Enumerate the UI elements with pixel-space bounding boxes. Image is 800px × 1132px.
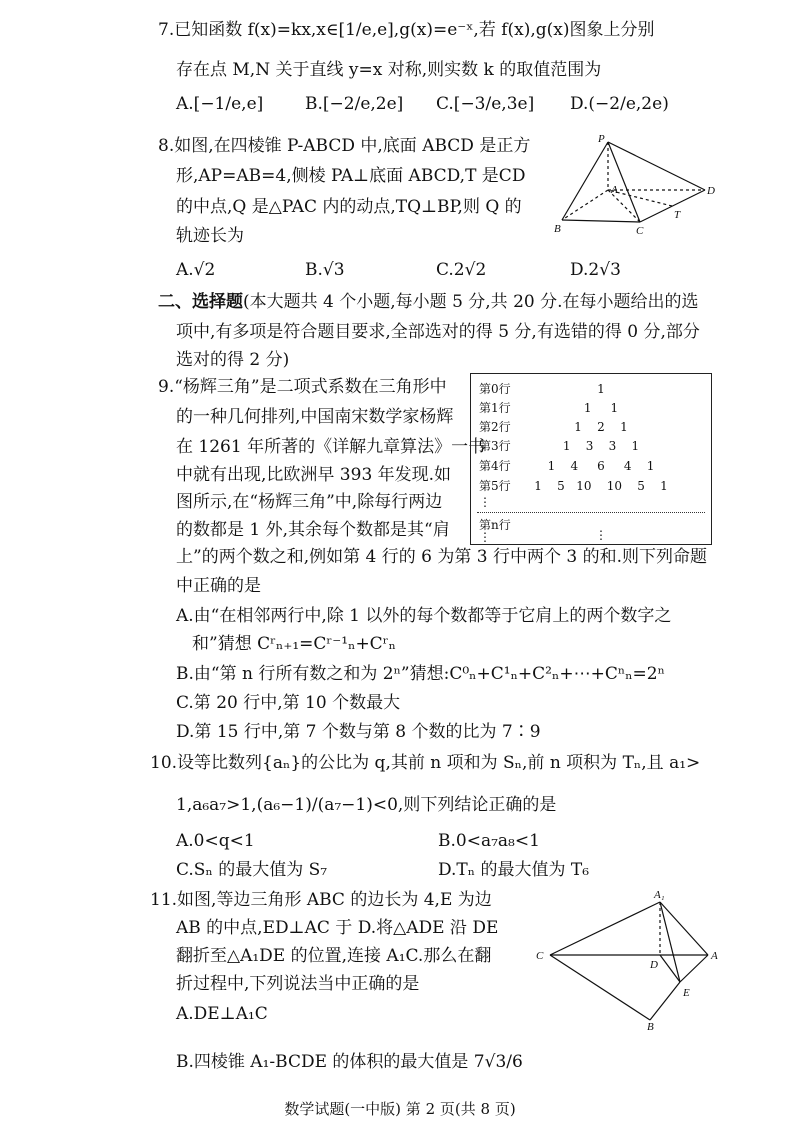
q11-option-a: A.DE⊥A₁C — [176, 1004, 268, 1024]
q7-line2: 存在点 M,N 关于直线 y=x 对称,则实数 k 的取值范围为 — [176, 60, 602, 80]
q8-line1: 8.如图,在四棱锥 P-ABCD 中,底面 ABCD 是正方 — [158, 136, 531, 156]
q10-line2: 1,a₆a₇>1,(a₆−1)/(a₇−1)<0,则下列结论正确的是 — [176, 795, 557, 815]
q8-option-b: B.√3 — [305, 260, 345, 280]
page-footer: 数学试题(一中版) 第 2 页(共 8 页) — [284, 1100, 516, 1118]
q9-option-a-line1: A.由“在相邻两行中,除 1 以外的每个数都等于它肩上的两个数字之 — [176, 606, 672, 626]
q11-line1: 11.如图,等边三角形 ABC 的边长为 4,E 为边 — [150, 890, 492, 910]
q10-option-c: C.Sₙ 的最大值为 S₇ — [176, 860, 328, 880]
q9-line2: 的一种几何排列,中国南宋数学家杨辉 — [176, 407, 454, 427]
q11-line3: 翻折至△A₁DE 的位置,连接 A₁C.那么在翻 — [176, 946, 492, 966]
pyramid-figure — [550, 130, 725, 240]
q9-line6: 的数都是 1 外,其余每个数都是其“肩 — [176, 520, 450, 540]
q8-option-d: D.2√3 — [570, 260, 621, 280]
triangle-row-3: 1 3 3 1 — [562, 439, 640, 453]
q10-option-b: B.0<a₇a₈<1 — [438, 831, 540, 851]
q9-line5: 图所示,在“杨辉三角”中,除每行两边 — [176, 492, 443, 512]
row-label: 第1行 — [479, 401, 511, 415]
q11-line2: AB 的中点,ED⊥AC 于 D.将△ADE 沿 DE — [176, 918, 499, 938]
q10-line1: 10.设等比数列{aₙ}的公比为 q,其前 n 项和为 Sₙ,前 n 项积为 Tₙ,且 a₁> — [150, 753, 701, 773]
q9-line8: 中正确的是 — [176, 576, 261, 596]
q7-option-d: D.(−2/e,2e) — [570, 94, 669, 114]
q9-line4: 中就有出现,比欧洲早 393 年发现.如 — [176, 465, 452, 485]
row-label: 第2行 — [479, 420, 511, 434]
q8-line3: 的中点,Q 是△PAC 内的动点,TQ⊥BP,则 Q 的 — [176, 197, 522, 217]
section-2-title: 二、选择题 — [158, 292, 243, 312]
q7-option-c: C.[−3/e,3e] — [436, 94, 535, 114]
q8-option-a: A.√2 — [176, 260, 216, 280]
section-2-intro-3: 选对的得 2 分) — [176, 350, 290, 370]
row-label-dots: ⋮ — [479, 495, 491, 509]
q11-option-b: B.四棱锥 A₁-BCDE 的体积的最大值是 7√3/6 — [176, 1052, 523, 1072]
yanghui-triangle-table — [470, 373, 712, 545]
row-label: 第4行 — [479, 459, 511, 473]
q8-option-c: C.2√2 — [436, 260, 487, 280]
pyramid-label-c: C — [636, 225, 644, 237]
pyramid-label-t: T — [674, 209, 681, 221]
dotted-divider — [477, 512, 705, 513]
q7-line1: 7.已知函数 f(x)=kx,x∈[1/e,e],g(x)=e⁻ˣ,若 f(x),g(x)图象上分别 — [158, 20, 655, 40]
q10-option-d: D.Tₙ 的最大值为 T₆ — [438, 860, 590, 880]
triangle-vdots: ⋮ — [595, 528, 607, 542]
fold-label-c: C — [536, 950, 544, 962]
triangle-row-5: 1 5 10 10 5 1 — [534, 479, 668, 493]
q8-line4: 轨迹长为 — [176, 226, 244, 246]
q9-line7: 上”的两个数之和,例如第 4 行的 6 为第 3 行中两个 3 的和.则下列命题 — [176, 547, 707, 567]
fold-label-e: E — [683, 987, 690, 999]
triangle-row-1: 1 1 — [583, 401, 619, 415]
section-2-heading — [158, 290, 699, 314]
q9-option-c: C.第 20 行中,第 10 个数最大 — [176, 693, 401, 713]
triangle-fold-figure — [530, 880, 730, 1030]
triangle-row-0: 1 — [597, 382, 605, 396]
section-2-intro-1: (本大题共 4 个小题,每小题 5 分,共 20 分.在每小题给出的选 — [243, 292, 699, 312]
pyramid-label-a: A — [611, 184, 618, 196]
q11-line4: 折过程中,下列说法当中正确的是 — [176, 974, 420, 994]
q10-option-a: A.0<q<1 — [176, 831, 255, 851]
q7-option-b: B.[−2/e,2e] — [305, 94, 404, 114]
q9-option-b: B.由“第 n 行所有数之和为 2ⁿ”猜想:C⁰ₙ+C¹ₙ+C²ₙ+⋯+Cⁿₙ=2ⁿ — [176, 664, 665, 684]
triangle-row-2: 1 2 1 — [574, 420, 628, 434]
pyramid-label-p: P — [598, 133, 605, 145]
q9-option-d: D.第 15 行中,第 7 个数与第 8 个数的比为 7∶9 — [176, 722, 541, 742]
row-label-n: 第n行 — [479, 518, 511, 532]
q8-line2: 形,AP=AB=4,侧棱 PA⊥底面 ABCD,T 是CD — [176, 166, 526, 186]
q9-option-a-line2: 和”猜想 Cʳₙ₊₁=Cʳ⁻¹ₙ+Cʳₙ — [192, 634, 396, 654]
row-label: 第5行 — [479, 479, 511, 493]
fold-label-a: A — [711, 950, 718, 962]
q7-option-a: A.[−1/e,e] — [176, 94, 264, 114]
row-label: 第3行 — [479, 439, 511, 453]
triangle-row-4: 1 4 6 4 1 — [547, 459, 655, 473]
fold-label-d: D — [650, 959, 658, 971]
row-label: 第0行 — [479, 382, 511, 396]
q9-line1: 9.“杨辉三角”是二项式系数在三角形中 — [158, 377, 447, 397]
row-label-dots: ⋮ — [479, 530, 491, 544]
pyramid-label-d: D — [707, 185, 715, 197]
fold-label-b: B — [647, 1021, 654, 1030]
fold-label-a1: A₁ — [654, 889, 665, 901]
q9-line3: 在 1261 年所著的《详解九章算法》一书 — [176, 437, 486, 457]
section-2-intro-2: 项中,有多项是符合题目要求,全部选对的得 5 分,有选错的得 0 分,部分 — [176, 322, 700, 342]
pyramid-label-b: B — [554, 223, 561, 235]
